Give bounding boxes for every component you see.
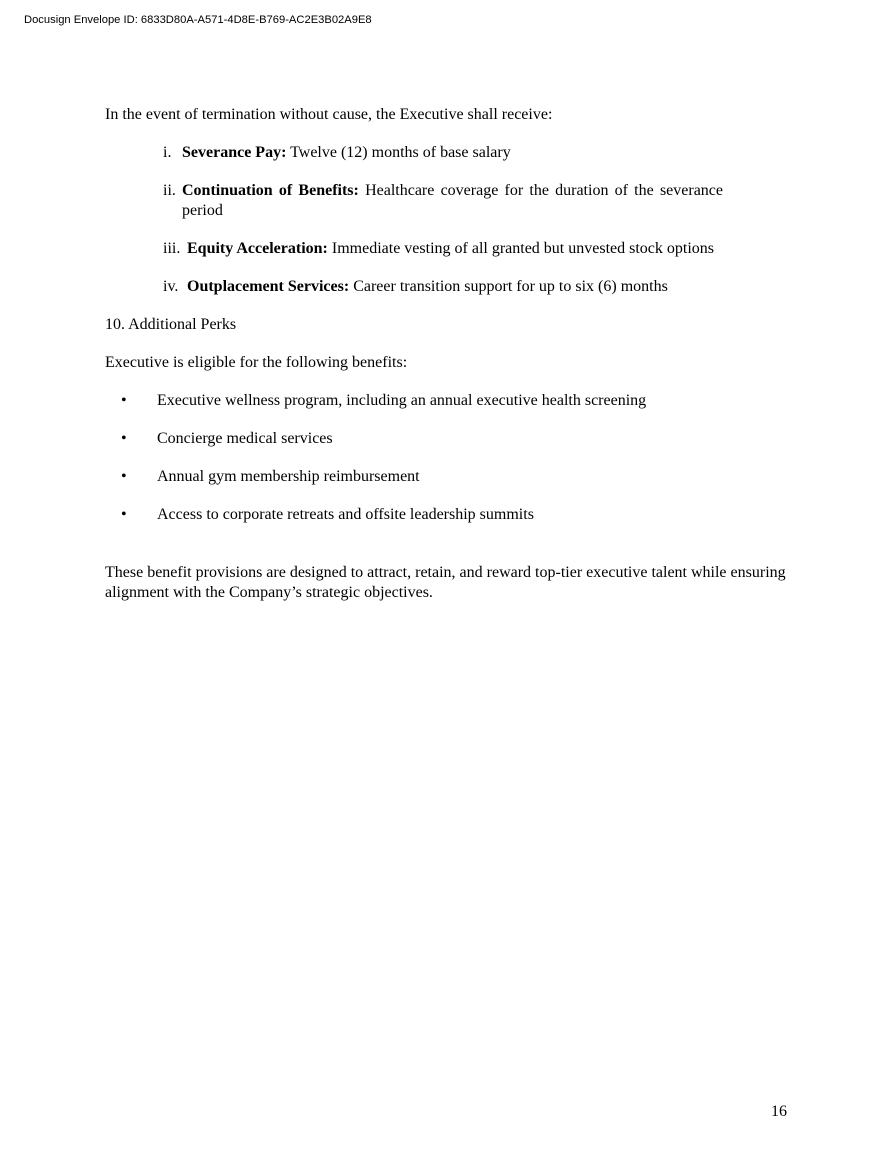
severance-term: Severance Pay: <box>182 144 287 161</box>
severance-item-equity <box>105 239 789 259</box>
severance-term: Continuation of Benefits: <box>182 182 359 199</box>
list-number: iv. <box>163 278 179 295</box>
severance-intro: In the event of termination without cause, the Executive shall receive: <box>105 106 553 123</box>
list-item <box>105 505 789 525</box>
page-number: 16 <box>771 1103 787 1120</box>
list-number: ii. <box>163 182 176 199</box>
bullet-icon: • <box>121 430 127 447</box>
severance-list <box>105 143 789 297</box>
list-item <box>105 391 789 411</box>
docusign-envelope-id: Docusign Envelope ID: 6833D80A-A571-4D8E-B769-AC2E3B02A9E8 <box>24 14 372 26</box>
document-body <box>105 105 789 603</box>
benefit-text: Executive wellness program, including an annual executive health screening <box>157 392 647 409</box>
severance-item-pay <box>105 143 789 163</box>
severance-description: Twelve (12) months of base salary <box>286 144 511 161</box>
severance-term: Equity Acceleration: <box>187 240 328 257</box>
benefits-intro: Executive is eligible for the following benefits: <box>105 354 408 371</box>
benefit-text: Concierge medical services <box>157 430 333 447</box>
list-item <box>105 467 789 487</box>
severance-description: Career transition support for up to six (6) months <box>349 278 668 295</box>
severance-term: Outplacement Services: <box>187 278 350 295</box>
list-number: iii. <box>163 240 181 257</box>
list-number: i. <box>163 144 172 161</box>
benefits-list <box>105 391 789 525</box>
benefit-text: Annual gym membership reimbursement <box>157 468 420 485</box>
section-heading: 10. Additional Perks <box>105 316 237 333</box>
severance-description: Immediate vesting of all granted but unvested stock options <box>327 240 715 257</box>
severance-item-outplacement <box>105 277 789 297</box>
bullet-icon: • <box>121 392 127 409</box>
severance-description: Healthcare coverage for the duration of the severance period <box>182 182 724 219</box>
closing-paragraph: These benefit provisions are designed to attract, retain, and reward top-tier executive talent while ensuring alignment with the Company’s strategic objectives. <box>105 564 786 601</box>
list-item <box>105 429 789 449</box>
severance-item-benefits <box>105 181 723 221</box>
bullet-icon: • <box>121 506 127 523</box>
benefit-text: Access to corporate retreats and offsite leadership summits <box>157 506 534 523</box>
bullet-icon: • <box>121 468 127 485</box>
